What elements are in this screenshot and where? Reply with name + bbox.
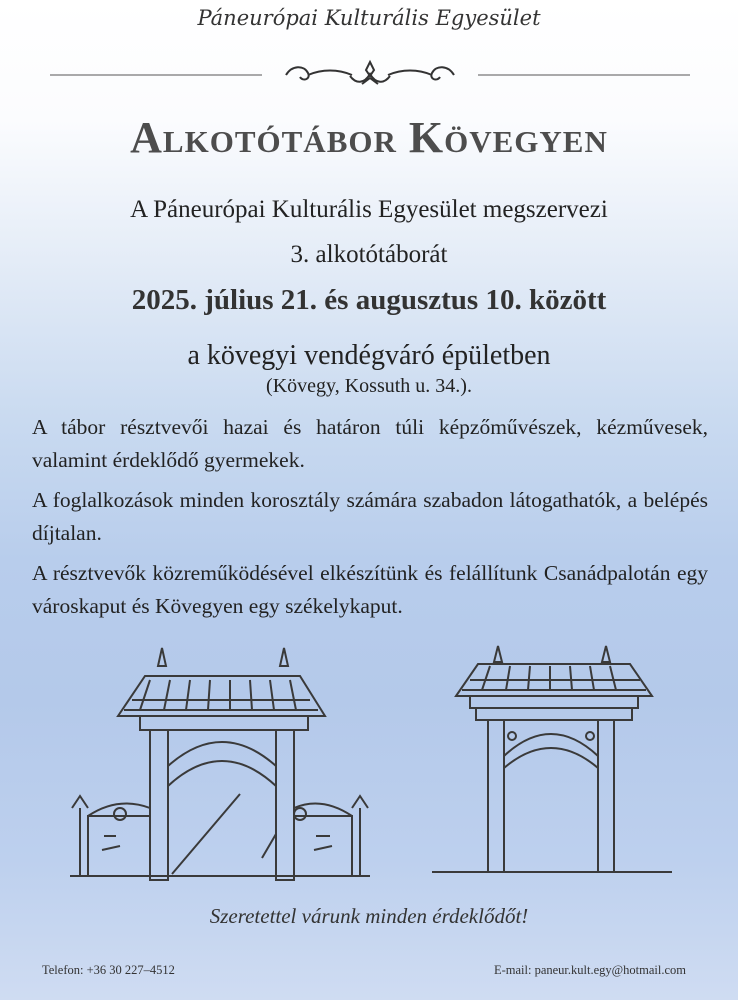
camp-edition: 3. alkotótáborát: [290, 241, 448, 268]
gate-illustrations: [0, 636, 738, 906]
main-title: Alkotótábor Kövegyen: [130, 113, 608, 162]
email-contact: E-mail: paneur.kult.egy@hotmail.com: [493, 963, 686, 977]
szekely-gate-drawing: [70, 648, 370, 880]
address: (Kövegy, Kossuth u. 34.).: [266, 375, 472, 397]
participants-paragraph: A tábor résztvevői hazai és határon túli képzőművészek, kézművesek, valamint érdeklődő gyermekek.: [32, 415, 708, 472]
intro-line: A Páneurópai Kulturális Egyesület megszervezi: [130, 196, 608, 223]
town-gate-drawing: [432, 646, 672, 872]
venue: a kövegyi vendégváró épületben: [187, 340, 551, 371]
ornamental-divider: [50, 58, 690, 92]
phone-contact: Telefon: +36 30 227–4512: [42, 963, 175, 977]
gates-paragraph: A résztvevők közreműködésével elkészítünk és felállítunk Csanádpalotán egy városkaput és Kövegyen egy székelykaput.: [32, 561, 708, 618]
admission-paragraph: A foglalkozások minden korosztály számára szabadon látogathatók, a belépés díjtalan.: [32, 488, 708, 545]
organization-header: Páneurópai Kulturális Egyesület: [197, 6, 541, 30]
event-dates: 2025. július 21. és augusztus 10. között: [131, 284, 607, 316]
closing-invitation: Szeretettel várunk minden érdeklődőt!: [209, 904, 529, 928]
